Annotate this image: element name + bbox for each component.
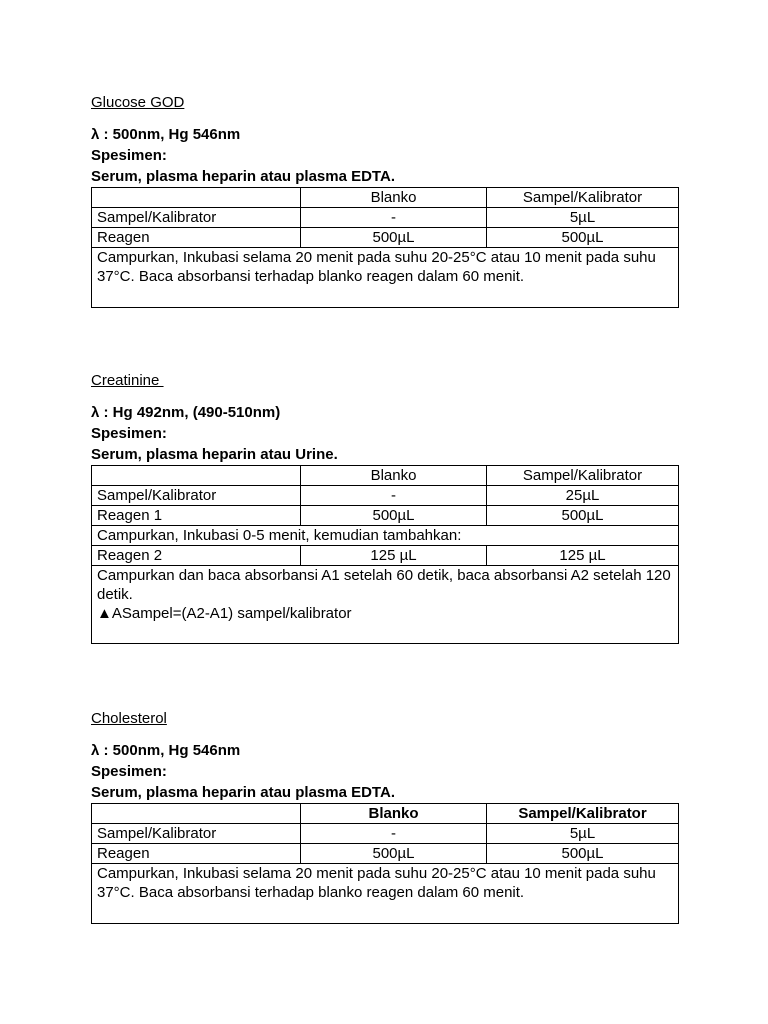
- procedure-table: [91, 187, 679, 308]
- specimen-text: Serum, plasma heparin atau Urine.: [91, 446, 338, 463]
- table-cell: 125 µL: [487, 546, 679, 566]
- specimen-text: Serum, plasma heparin atau plasma EDTA.: [91, 784, 395, 801]
- table-cell: 5µL: [487, 208, 679, 228]
- table-cell: Sampel/Kalibrator: [92, 824, 301, 844]
- table-cell: 500µL: [487, 844, 679, 864]
- table-cell: 125 µL: [301, 546, 487, 566]
- table-header-cell: Sampel/Kalibrator: [487, 188, 679, 208]
- section-title: Glucose GOD: [91, 94, 185, 111]
- table-header-row: [92, 466, 679, 486]
- table-note-row: [92, 864, 679, 924]
- table-header-cell: Blanko: [301, 466, 487, 486]
- procedure-table: [91, 465, 679, 644]
- table-cell: Reagen: [92, 228, 301, 248]
- table-cell: Reagen 2: [92, 546, 301, 566]
- section-title: Cholesterol: [91, 710, 167, 727]
- table-header-cell: Blanko: [301, 188, 487, 208]
- table-header-cell: Blanko: [301, 804, 487, 824]
- table-note-row: [92, 566, 679, 644]
- procedure-note: Campurkan, Inkubasi selama 20 menit pada suhu 20-25°C atau 10 menit pada suhu 37°C. Baca absorbansi terhadap blanko reagen dalam 60 menit.: [92, 248, 679, 308]
- table-header-cell: Sampel/Kalibrator: [487, 804, 679, 824]
- section-glucose-god: [91, 93, 678, 308]
- table-cell: 500µL: [301, 844, 487, 864]
- table-row: [92, 208, 679, 228]
- table-row: [92, 844, 679, 864]
- table-cell: 500µL: [301, 506, 487, 526]
- table-cell: 500µL: [301, 228, 487, 248]
- table-header-row: [92, 188, 679, 208]
- procedure-note-cell: [92, 566, 679, 644]
- table-cell: Reagen: [92, 844, 301, 864]
- section-cholesterol: [91, 709, 678, 924]
- table-header-cell: Sampel/Kalibrator: [487, 466, 679, 486]
- specimen-label: Spesimen:: [91, 425, 167, 442]
- table-cell: 5µL: [487, 824, 679, 844]
- table-header-cell: [92, 466, 301, 486]
- section-title: Creatinine: [91, 372, 164, 389]
- table-cell: 25µL: [487, 486, 679, 506]
- procedure-note: Campurkan dan baca absorbansi A1 setelah 60 detik, baca absorbansi A2 setelah 120 detik.: [97, 567, 671, 603]
- formula-note: ▲ASampel=(A2-A1) sampel/kalibrator: [97, 605, 352, 622]
- table-header-cell: [92, 804, 301, 824]
- wavelength-line: λ : 500nm, Hg 546nm: [91, 126, 241, 143]
- wavelength-line: λ : Hg 492nm, (490-510nm): [91, 404, 281, 421]
- table-header-cell: [92, 188, 301, 208]
- procedure-note: Campurkan, Inkubasi selama 20 menit pada suhu 20-25°C atau 10 menit pada suhu 37°C. Baca absorbansi terhadap blanko reagen dalam 60 menit.: [92, 864, 679, 924]
- wavelength-line: λ : 500nm, Hg 546nm: [91, 742, 241, 759]
- table-cell: -: [301, 208, 487, 228]
- table-row: [92, 546, 679, 566]
- table-cell: -: [301, 824, 487, 844]
- specimen-label: Spesimen:: [91, 763, 167, 780]
- table-row: [92, 824, 679, 844]
- table-mid-note-row: [92, 526, 679, 546]
- specimen-label: Spesimen:: [91, 147, 167, 164]
- table-cell: Sampel/Kalibrator: [92, 486, 301, 506]
- table-header-row: [92, 804, 679, 824]
- table-note-row: [92, 248, 679, 308]
- table-cell: 500µL: [487, 228, 679, 248]
- table-row: [92, 506, 679, 526]
- table-cell: Sampel/Kalibrator: [92, 208, 301, 228]
- table-cell: 500µL: [487, 506, 679, 526]
- procedure-mid-note: Campurkan, Inkubasi 0-5 menit, kemudian tambahkan:: [92, 526, 679, 546]
- procedure-table: [91, 803, 679, 924]
- table-row: [92, 228, 679, 248]
- table-cell: Reagen 1: [92, 506, 301, 526]
- specimen-text: Serum, plasma heparin atau plasma EDTA.: [91, 168, 395, 185]
- table-row: [92, 486, 679, 506]
- table-cell: -: [301, 486, 487, 506]
- section-creatinine: [91, 371, 678, 644]
